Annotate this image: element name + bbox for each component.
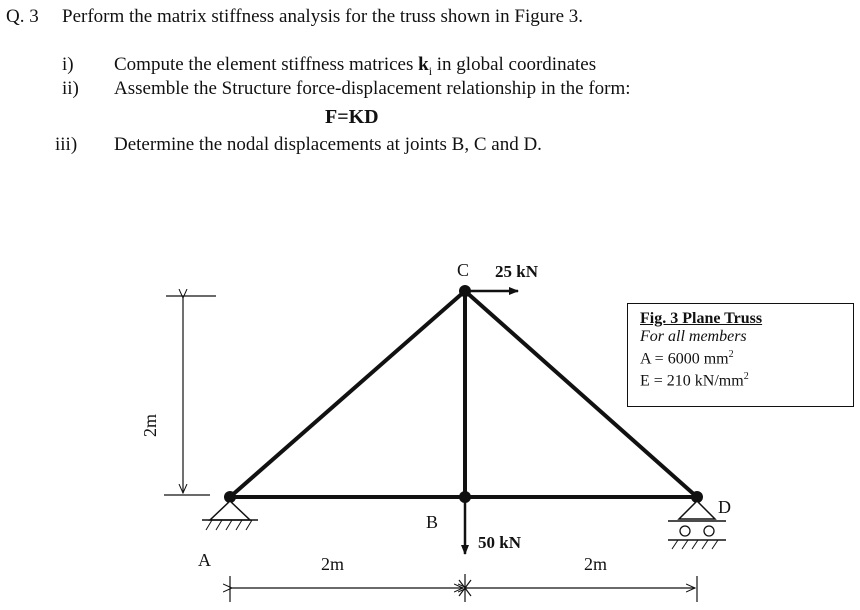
figure-info-box: [627, 303, 854, 407]
item-iii-numeral: iii): [55, 134, 78, 155]
node-label-a: A: [198, 550, 211, 570]
formula: F=KD: [325, 106, 379, 128]
height-dimension-label: 2m: [140, 413, 160, 437]
item-i-k-symbol: k: [418, 54, 429, 75]
item-i-numeral: i): [62, 54, 74, 75]
area-superscript: 2: [728, 349, 734, 360]
question-prompt: Perform the matrix stiffness analysis for the truss shown in Figure 3.: [62, 6, 584, 27]
figure-title: Fig. 3 Plane Truss: [640, 310, 763, 327]
item-iii-text: Determine the nodal displacements at joints B, C and D.: [114, 134, 542, 155]
right-span-label: 2m: [584, 554, 608, 574]
span-dimension: [230, 574, 697, 602]
load-label-vertical: 50 kN: [478, 533, 521, 552]
left-span-label: 2m: [321, 554, 345, 574]
height-dimension: [164, 296, 216, 495]
item-ii-text: Assemble the Structure force-displacement relationship in the form:: [114, 78, 631, 99]
area-property: [640, 346, 853, 368]
node-label-b: B: [426, 512, 439, 532]
modulus-superscript: 2: [743, 371, 749, 383]
load-label-horizontal: 25 kN: [495, 262, 538, 281]
area-label: A = 6000 mm: [640, 350, 729, 368]
modulus-property: [640, 368, 853, 390]
member-ac: [230, 291, 465, 497]
node-label-c: C: [457, 260, 470, 280]
figure-subtitle: For all members: [640, 328, 747, 345]
item-i-text-after: in global coordinates: [432, 54, 597, 75]
item-i-k-subscript: i: [428, 63, 433, 78]
question-number: Q. 3: [6, 6, 39, 27]
pin-support-a: [202, 501, 258, 530]
node-label-d: D: [718, 497, 731, 517]
item-i-text-before: Compute the element stiffness matrices: [114, 54, 419, 75]
item-ii-numeral: ii): [62, 78, 79, 99]
modulus-label: E = 210 kN/mm: [640, 372, 744, 390]
